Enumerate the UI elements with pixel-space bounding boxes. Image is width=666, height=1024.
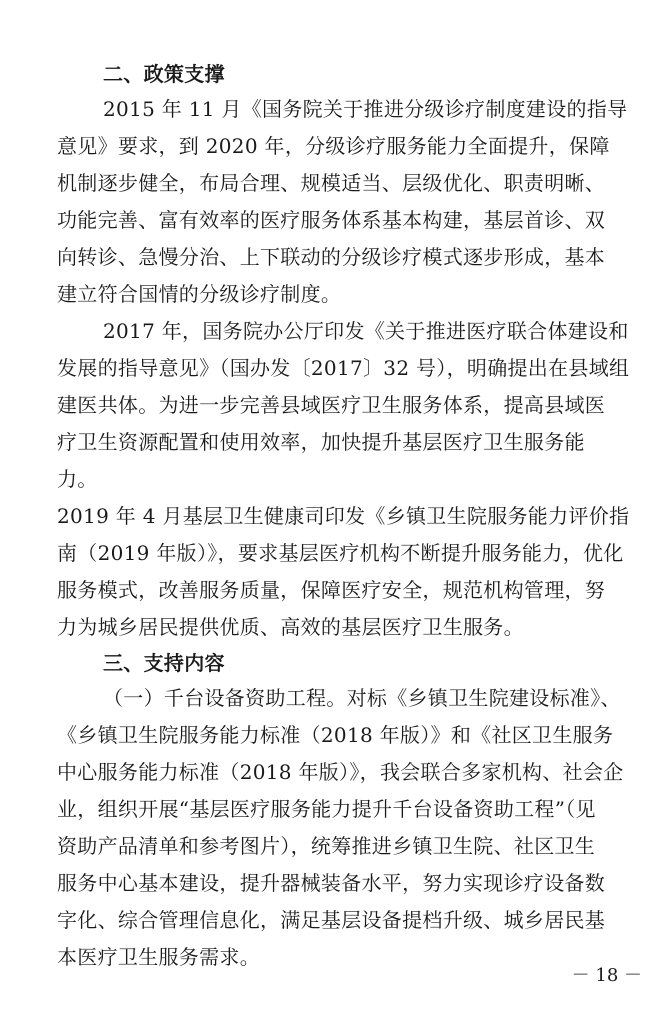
paragraph-line: 机制逐步健全，布局合理、规模适当、层级优化、职责明晰、 (57, 171, 606, 195)
paragraph-line: 2019 年 4 月基层卫生健康司印发《乡镇卫生院服务能力评价指 (57, 504, 630, 528)
paragraph-line: 建立符合国情的分级诊疗制度。 (57, 282, 342, 306)
paragraph-line: 本医疗卫生服务需求。 (57, 945, 260, 969)
section-heading-policy: 二、政策支撑 (103, 62, 225, 86)
paragraph-line: 向转诊、急慢分治、上下联动的分级诊疗模式逐步形成，基本 (57, 245, 606, 269)
paragraph-line: 2015 年 11 月《国务院关于推进分级诊疗制度建设的指导 (103, 97, 628, 121)
paragraph-line: （一）千台设备资助工程。对标《乡镇卫生院建设标准》、 (103, 686, 621, 710)
paragraph-line: 字化、综合管理信息化，满足基层设备提档升级、城乡居民基 (57, 908, 606, 932)
page-number: － 18 － (571, 965, 642, 986)
paragraph-line: 功能完善、富有效率的医疗服务体系基本构建，基层首诊、双 (57, 208, 606, 232)
paragraph-line: 中心服务能力标准（2018 年版）》，我会联合多家机构、社会企 (57, 760, 624, 784)
paragraph-line: 意见》要求，到 2020 年，分级诊疗服务能力全面提升，保障 (57, 134, 610, 158)
paragraph-line: 力。 (57, 467, 98, 491)
paragraph-line: 《乡镇卫生院服务能力标准（2018 年版）》和《社区卫生服务 (57, 723, 614, 747)
paragraph-line: 建医共体。为进一步完善县域医疗卫生服务体系，提高县域医 (57, 393, 606, 417)
paragraph-line: 资助产品清单和参考图片），统筹推进乡镇卫生院、社区卫生 (57, 834, 596, 858)
paragraph-line: 力为城乡居民提供优质、高效的基层医疗卫生服务。 (57, 615, 524, 639)
paragraph-line: 业，组织开展“基层医疗服务能力提升千台设备资助工程”（见 (57, 797, 596, 821)
paragraph-line: 南（2019 年版）》，要求基层医疗机构不断提升服务能力，优化 (57, 541, 624, 565)
section-heading-support: 三、支持内容 (103, 651, 225, 675)
paragraph-line: 服务中心基本建设，提升器械装备水平，努力实现诊疗设备数 (57, 871, 606, 895)
paragraph-line: 服务模式，改善服务质量，保障医疗安全，规范机构管理，努 (57, 578, 606, 602)
paragraph-line: 2017 年，国务院办公厅印发《关于推进医疗联合体建设和 (103, 319, 629, 343)
paragraph-line: 疗卫生资源配置和使用效率，加快提升基层医疗卫生服务能 (57, 430, 585, 454)
paragraph-line: 发展的指导意见》（国办发〔2017〕32 号），明确提出在县域组 (57, 356, 630, 380)
